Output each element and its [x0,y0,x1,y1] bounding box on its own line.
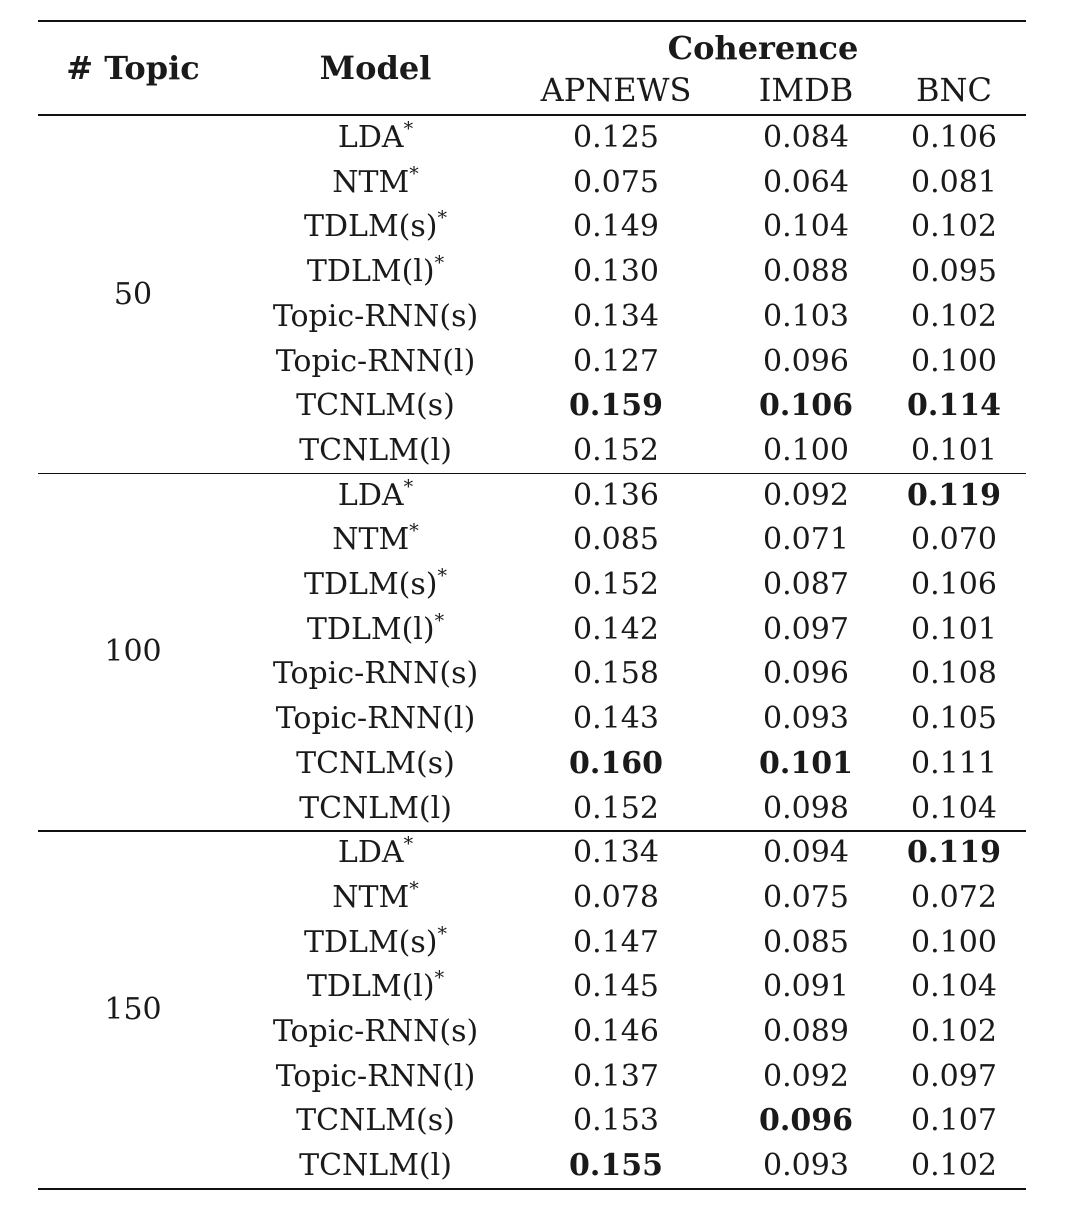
asterisk-marker: * [403,118,414,140]
model-name-cell [253,921,498,965]
model-name-cell [253,697,498,741]
apnews-value: 0.152 [573,567,659,602]
asterisk-marker: * [437,207,447,230]
model-name-text: LDA [337,835,404,871]
imdb-value: 0.071 [763,522,849,558]
bnc-value: 0.102 [911,298,997,334]
asterisk-marker: * [409,520,419,543]
topic-count-cell: 100 [104,634,162,670]
apnews-value: 0.125 [573,120,659,155]
model-name-text: Topic-RNN(s) [272,656,479,692]
apnews-value: 0.130 [573,254,659,290]
model-name-text: LDA [337,477,404,513]
asterisk-marker: * [434,967,445,990]
asterisk-marker: * [403,475,414,498]
bnc-value: 0.100 [911,924,997,960]
imdb-value: 0.100 [763,432,849,468]
top-rule [38,20,1026,22]
model-name-text: TDLM(s) [303,567,438,602]
imdb-value: 0.097 [763,611,849,647]
bnc-value: 0.106 [911,567,997,602]
imdb-value: 0.098 [763,790,849,826]
model-name-text: Topic-RNN(l) [275,343,476,379]
bnc-value: 0.104 [911,969,997,1005]
model-name-text: TCNLM(s) [296,1103,455,1139]
model-name-text: TDLM(l) [306,969,435,1005]
topic-column-header: # Topic [66,49,200,87]
bnc-value: 0.104 [911,790,997,826]
apnews-value: 0.155 [569,1148,663,1184]
model-name-cell [253,1099,498,1143]
model-name-cell [253,161,498,205]
apnews-column-header: APNEWS [540,71,692,109]
model-name-text: NTM [332,164,410,200]
model-name-text: TCNLM(s) [296,388,455,424]
model-name-cell [253,965,498,1009]
apnews-value: 0.127 [573,343,659,379]
imdb-value: 0.088 [763,254,849,290]
model-name-text: NTM [332,879,410,915]
bnc-value: 0.100 [911,343,997,379]
bnc-value: 0.081 [911,164,997,200]
model-name-cell [253,563,498,607]
imdb-value: 0.096 [763,343,849,379]
bnc-value: 0.102 [911,1014,997,1049]
model-name-cell [253,205,498,249]
bnc-value: 0.101 [911,611,997,647]
model-name-text: TDLM(s) [303,924,438,960]
coherence-group-header: Coherence [667,29,859,67]
imdb-value: 0.064 [763,164,849,200]
apnews-value: 0.149 [573,209,659,245]
bnc-value: 0.095 [911,254,997,290]
apnews-value: 0.152 [573,790,659,826]
imdb-value: 0.096 [759,1103,853,1139]
imdb-value: 0.091 [763,969,849,1005]
model-name-text: Topic-RNN(l) [275,701,476,737]
imdb-value: 0.094 [763,835,849,871]
bnc-value: 0.072 [911,879,997,915]
imdb-value: 0.093 [763,1148,849,1184]
imdb-value: 0.096 [763,656,849,692]
model-name-cell [253,340,498,384]
bnc-value: 0.114 [907,388,1001,424]
bnc-value: 0.119 [907,477,1001,513]
imdb-value: 0.104 [763,209,849,245]
model-name-text: LDA [337,120,404,155]
imdb-value: 0.092 [763,477,849,513]
model-name-cell [253,1010,498,1054]
apnews-value: 0.142 [573,611,659,647]
model-name-cell [253,116,498,160]
imdb-value: 0.084 [763,120,849,155]
model-name-cell [253,608,498,652]
model-name-cell [253,250,498,294]
apnews-value: 0.075 [573,164,659,200]
model-name-text: Topic-RNN(s) [272,1014,479,1049]
model-name-cell [253,742,498,786]
apnews-value: 0.136 [573,477,659,513]
imdb-value: 0.085 [763,924,849,960]
model-name-text: NTM [332,522,410,558]
topic-count-cell: 50 [113,276,153,312]
bnc-value: 0.119 [907,835,1001,871]
model-name-cell [253,1055,498,1099]
imdb-value: 0.075 [763,879,849,915]
imdb-column-header: IMDB [758,71,854,109]
model-name-text: TCNLM(l) [299,1148,452,1184]
bnc-value: 0.097 [911,1058,997,1094]
model-name-text: TCNLM(l) [299,790,452,826]
apnews-value: 0.078 [573,879,659,915]
apnews-value: 0.137 [573,1058,659,1094]
bnc-value: 0.102 [911,209,997,245]
imdb-value: 0.087 [763,567,849,602]
imdb-value: 0.106 [759,388,853,424]
model-name-text: TDLM(s) [303,209,438,245]
model-name-cell [253,384,498,428]
asterisk-marker: * [434,252,445,275]
imdb-value: 0.089 [763,1014,849,1049]
topic-count-cell: 150 [104,992,162,1027]
model-name-cell [253,429,498,473]
apnews-value: 0.145 [573,969,659,1005]
model-name-cell [253,295,498,339]
bnc-column-header: BNC [916,71,992,109]
asterisk-marker: * [437,922,447,945]
model-name-cell [253,474,498,518]
imdb-value: 0.093 [763,701,849,737]
apnews-value: 0.159 [569,388,663,424]
apnews-value: 0.134 [573,835,659,871]
asterisk-marker: * [434,609,445,632]
model-name-cell [253,876,498,920]
asterisk-marker: * [403,833,414,856]
asterisk-marker: * [437,565,447,587]
apnews-value: 0.152 [573,432,659,468]
apnews-value: 0.158 [573,656,659,692]
bnc-value: 0.107 [911,1103,997,1139]
model-name-cell [253,1144,498,1188]
imdb-value: 0.101 [759,745,853,781]
model-column-header: Model [319,49,432,87]
model-name-text: TDLM(l) [306,254,435,290]
bnc-value: 0.105 [911,701,997,737]
model-name-cell [253,652,498,696]
model-name-text: TCNLM(s) [296,745,455,781]
bnc-value: 0.108 [911,656,997,692]
apnews-value: 0.143 [573,701,659,737]
asterisk-marker: * [409,162,419,185]
bnc-value: 0.070 [911,522,997,558]
bnc-value: 0.101 [911,432,997,468]
model-name-cell [253,518,498,562]
model-name-text: TCNLM(l) [299,432,452,468]
bnc-value: 0.106 [911,120,997,155]
apnews-value: 0.153 [573,1103,659,1139]
apnews-value: 0.147 [573,924,659,960]
apnews-value: 0.146 [573,1014,659,1049]
model-name-text: Topic-RNN(l) [275,1058,476,1094]
bottom-rule [38,1188,1026,1190]
model-name-cell [253,831,498,875]
apnews-value: 0.134 [573,298,659,334]
model-name-cell [253,787,498,831]
model-name-text: Topic-RNN(s) [272,298,479,334]
imdb-value: 0.103 [763,298,849,334]
bnc-value: 0.111 [911,745,997,781]
apnews-value: 0.160 [569,745,663,781]
imdb-value: 0.092 [763,1058,849,1094]
apnews-value: 0.085 [573,522,659,558]
model-name-text: TDLM(l) [306,611,435,647]
asterisk-marker: * [409,877,419,900]
bnc-value: 0.102 [911,1148,997,1184]
